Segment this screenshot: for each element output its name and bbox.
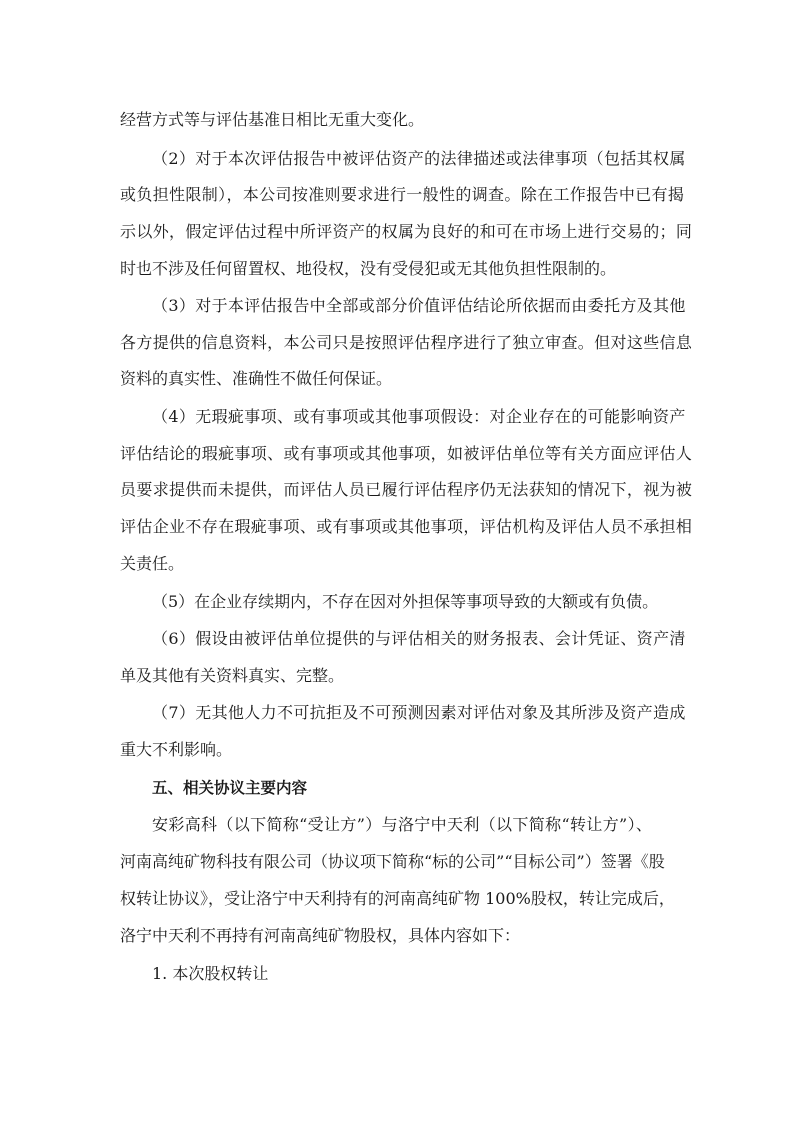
paragraph-line: 河南高纯矿物科技有限公司（协议项下简称“标的公司”“目标公司”）签署《股 — [120, 852, 665, 871]
paragraph-line: （2）对于本次评估报告中被评估资产的法律描述或法律事项（包括其权属 — [152, 149, 686, 168]
paragraph-line: （7）无其他人力不可抗拒及不可预测因素对评估对象及其所涉及资产造成 — [152, 703, 686, 722]
paragraph-line: 示以外，假定评估过程中所评资产的权属为良好的和可在市场上进行交易的；同 — [120, 222, 693, 241]
paragraph-line: （6）假设由被评估单位提供的与评估相关的财务报表、会计凭证、资产清 — [152, 629, 686, 648]
paragraph-line: 评估结论的瑕疵事项、或有事项或其他事项，如被评估单位等有关方面应评估人 — [120, 444, 693, 463]
paragraph-line: 评估企业不存在瑕疵事项、或有事项或其他事项，评估机构及评估人员不承担相 — [120, 517, 693, 536]
paragraph-line: 各方提供的信息资料，本公司只是按照评估程序进行了独立审查。但对这些信息 — [120, 333, 693, 352]
paragraph-line: 洛宁中天利不再持有河南高纯矿物股权，具体内容如下： — [120, 926, 521, 945]
paragraph-line: （3）对于本评估报告中全部或部分价值评估结论所依据而由委托方及其他 — [152, 296, 686, 315]
paragraph-line: 安彩高科（以下简称“受让方”）与洛宁中天利（以下简称“转让方”）、 — [152, 815, 653, 834]
paragraph-line: （5）在企业存续期内，不存在因对外担保等事项导致的大额或有负债。 — [152, 592, 659, 611]
paragraph-line: 资料的真实性、准确性不做任何保证。 — [120, 369, 393, 388]
paragraph-line: 单及其他有关资料真实、完整。 — [120, 666, 345, 685]
paragraph-line: 时也不涉及任何留置权、地役权，没有受侵犯或无其他负担性限制的。 — [120, 259, 617, 278]
paragraph-line: （4）无瑕疵事项、或有事项或其他事项假设：对企业存在的可能影响资产 — [152, 407, 686, 426]
paragraph-line: 或负担性限制），本公司按准则要求进行一般性的调查。除在工作报告中已有揭 — [120, 185, 685, 204]
paragraph-line: 关责任。 — [120, 554, 185, 573]
section-heading: 五、相关协议主要内容 — [152, 779, 308, 797]
paragraph-line: 重大不利影响。 — [120, 740, 233, 759]
subsection-heading: 1. 本次股权转让 — [152, 964, 269, 983]
paragraph-line: 经营方式等与评估基准日相比无重大变化。 — [120, 110, 425, 129]
paragraph-line: 员要求提供而未提供，而评估人员已履行评估程序仍无法获知的情况下，视为被 — [120, 480, 693, 499]
paragraph-line: 权转让协议》，受让洛宁中天利持有的河南高纯矿物 100%股权，转让完成后， — [120, 889, 675, 908]
